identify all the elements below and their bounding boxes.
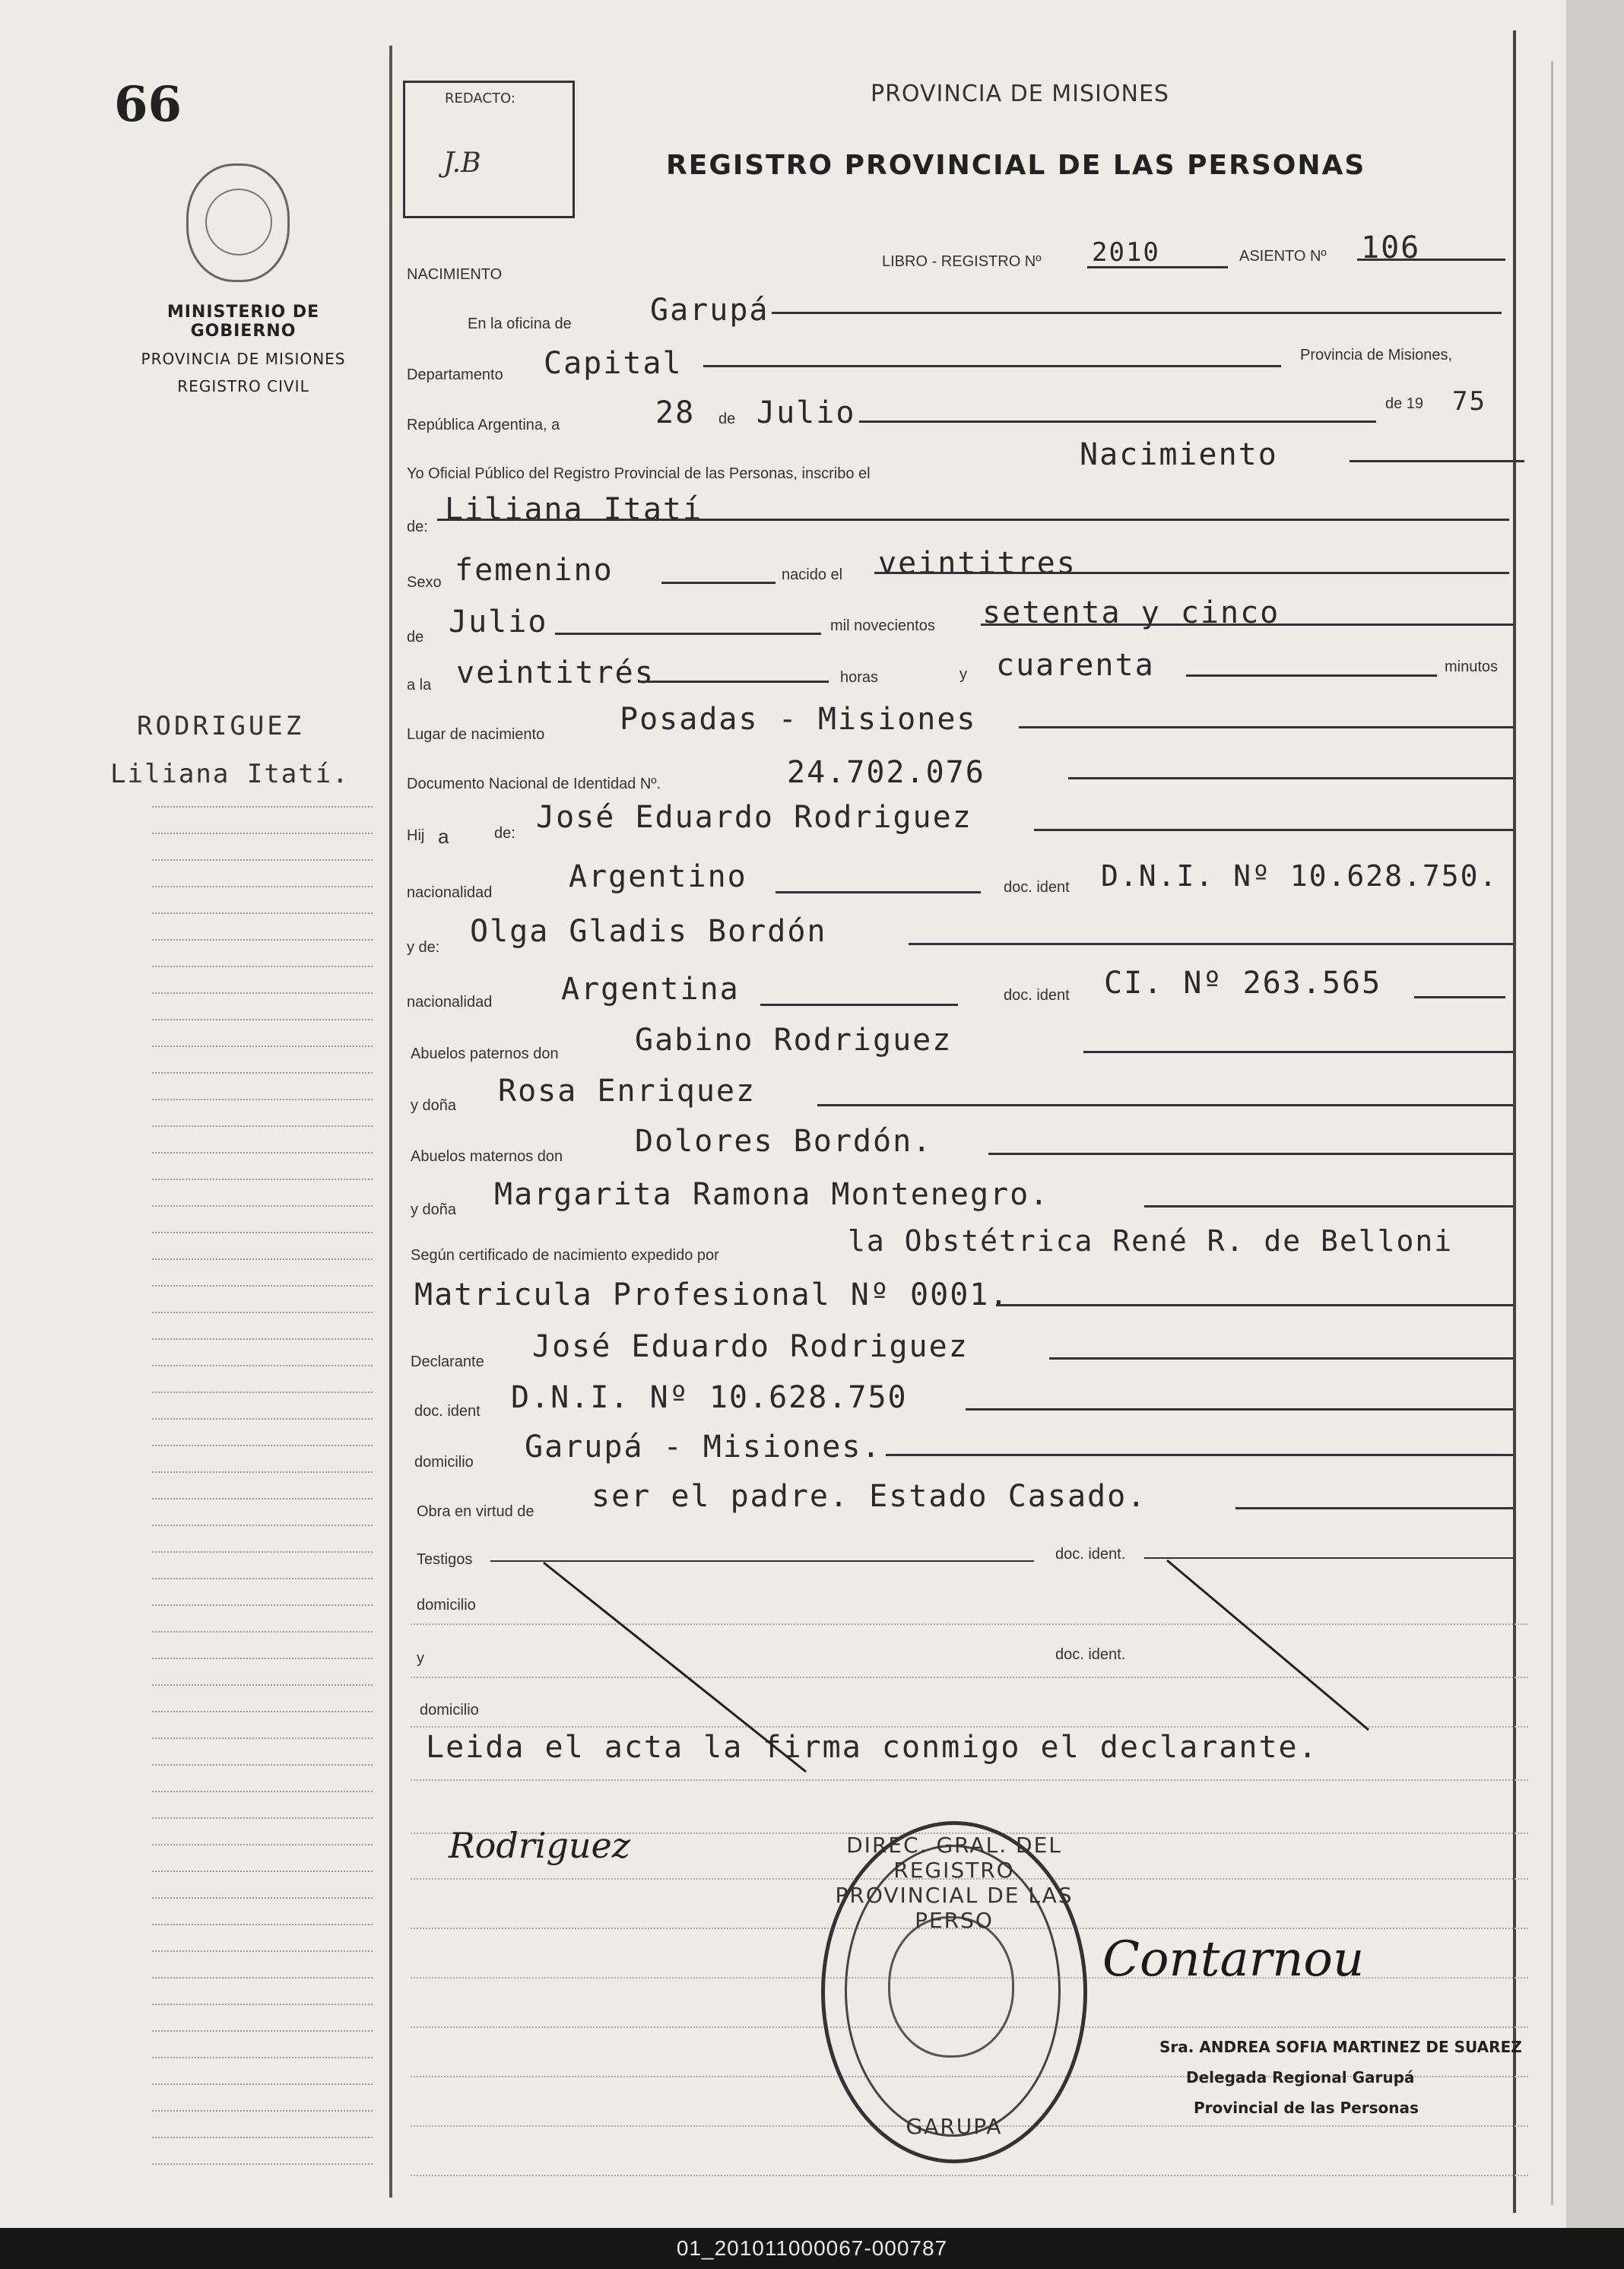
domicilio-label: domicilio — [417, 1597, 476, 1614]
abuelos-pat-label: Abuelos paternos don — [411, 1046, 559, 1062]
horas-label: horas — [840, 669, 879, 686]
abuelos-mat-label: Abuelos maternos don — [411, 1148, 563, 1165]
doc-ident-label: doc. ident — [1004, 879, 1070, 896]
domicilio-label: domicilio — [414, 1454, 474, 1471]
declarante-label: Declarante — [411, 1353, 484, 1370]
stamp-emblem-icon — [888, 1916, 1014, 2058]
nacido-label: nacido el — [782, 566, 843, 583]
minutos-label: minutos — [1445, 658, 1499, 675]
de19-label: de 19 — [1385, 395, 1424, 412]
doc-ident-label: doc. ident. — [1055, 1546, 1126, 1563]
yde-label: y de: — [407, 939, 440, 956]
sexo-label: Sexo — [407, 574, 442, 591]
de-label: de — [407, 629, 424, 646]
nacido-value: veintitres — [878, 546, 1077, 581]
padre-nac-value: Argentino — [569, 859, 747, 894]
de-label: de: — [407, 519, 428, 535]
abuela-mat-value: Margarita Ramona Montenegro. — [494, 1177, 1050, 1212]
republica-label: República Argentina, a — [407, 417, 560, 433]
official-signature: Contarnou — [1102, 1931, 1365, 1988]
registro-civil-label: REGISTRO CIVIL — [177, 377, 309, 395]
abuela-pat-value: Rosa Enriquez — [498, 1074, 756, 1109]
mil-label: mil novecientos — [830, 617, 935, 634]
madre-value: Olga Gladis Bordón — [470, 914, 827, 949]
acto-value: Nacimiento — [1080, 437, 1278, 472]
dia-value: 28 — [655, 395, 696, 430]
doc-ident-label: doc. ident. — [1055, 1646, 1126, 1663]
madre-doc-value: CI. Nº 263.565 — [1104, 966, 1382, 1001]
dni-value: 24.702.076 — [787, 755, 985, 790]
certificado-label: Según certificado de nacimiento expedido por — [411, 1247, 719, 1264]
y-label: y — [959, 666, 967, 683]
oficina-label: En la oficina de — [468, 316, 572, 332]
provincia-suffix: Provincia de Misiones, — [1300, 347, 1453, 363]
anio-nac-value: setenta y cinco — [982, 595, 1280, 630]
padre-value: José Eduardo Rodriguez — [536, 800, 972, 835]
madre-nac-value: Argentina — [561, 972, 740, 1007]
anio-value: 75 — [1452, 386, 1486, 417]
crossout-line-right — [1167, 1560, 1369, 1730]
declarante-signature: Rodriguez — [449, 1825, 631, 1866]
hijo-suffix: a — [438, 825, 449, 848]
domicilio-value: Garupá - Misiones. — [525, 1430, 882, 1465]
file-caption: 01_201011000067-000787 — [0, 2228, 1624, 2269]
leida-value: Leida el acta la firma conmigo el declarante. — [426, 1730, 1318, 1765]
obra-label: Obra en virtud de — [417, 1503, 534, 1520]
margin-surname: RODRIGUEZ — [137, 711, 305, 741]
oficina-value: Garupá — [650, 293, 769, 328]
hijo-label: Hij — [407, 827, 425, 844]
departamento-label: Departamento — [407, 367, 503, 383]
obra-value: ser el padre. Estado Casado. — [592, 1479, 1147, 1514]
lugar-label: Lugar de nacimiento — [407, 726, 545, 743]
redacto-label: REDACTO: — [445, 90, 515, 106]
de-label: de: — [494, 825, 515, 842]
nacionalidad-label: nacionalidad — [407, 994, 493, 1011]
libro-value: 2010 — [1092, 237, 1160, 268]
doc-ident-label: doc. ident — [414, 1403, 481, 1420]
sexo-value: femenino — [455, 553, 614, 588]
abuelo-mat-value: Dolores Bordón. — [635, 1124, 933, 1159]
provincia-label: PROVINCIA DE MISIONES — [141, 350, 346, 368]
testigos-label: Testigos — [417, 1551, 473, 1568]
minutos-value: cuarenta — [996, 648, 1155, 683]
padre-doc-value: D.N.I. Nº 10.628.750. — [1101, 859, 1499, 893]
hora-value: veintitrés — [456, 655, 655, 690]
dni-label: Documento Nacional de Identidad Nº. — [407, 776, 661, 792]
certificado-value: la Obstétrica René R. de Belloni — [848, 1224, 1454, 1258]
nombre-value: Liliana Itatí — [445, 492, 703, 527]
oficial-label: Yo Oficial Público del Registro Provincial de las Personas, inscribo el — [407, 465, 871, 482]
libro-label: LIBRO - REGISTRO Nº — [882, 253, 1042, 270]
crossout-line-left — [544, 1563, 806, 1772]
declarante-doc-value: D.N.I. Nº 10.628.750 — [511, 1380, 908, 1415]
mes-value: Julio — [756, 395, 856, 430]
asiento-label: ASIENTO Nº — [1239, 248, 1327, 265]
domicilio-label: domicilio — [420, 1702, 479, 1718]
ala-label: a la — [407, 677, 432, 693]
ydona-label: y doña — [411, 1201, 457, 1218]
ydona-label: y doña — [411, 1097, 457, 1114]
asiento-value: 106 — [1361, 230, 1421, 265]
official-office: Provincial de las Personas — [1194, 2099, 1419, 2117]
provincia-header: PROVINCIA DE MISIONES — [871, 81, 1169, 107]
registro-title: REGISTRO PROVINCIAL DE LAS PERSONAS — [666, 150, 1366, 181]
nacimiento-label: NACIMIENTO — [407, 266, 503, 283]
ministerio-title: MINISTERIO DE GOBIERNO — [167, 303, 320, 341]
departamento-value: Capital — [544, 346, 683, 381]
certificado-value2: Matricula Profesional Nº 0001. — [414, 1277, 1010, 1312]
abuelo-pat-value: Gabino Rodriguez — [635, 1023, 953, 1058]
doc-ident-label: doc. ident — [1004, 987, 1070, 1004]
margin-name: Liliana Itatí. — [110, 759, 350, 789]
stamp-bottom-text: GARUPA — [906, 2114, 1003, 2139]
official-title: Delegada Regional Garupá — [1186, 2068, 1415, 2087]
official-name: Sra. ANDREA SOFIA MARTINEZ DE SUAREZ — [1159, 2038, 1522, 2056]
nacionalidad-label: nacionalidad — [407, 884, 493, 901]
page-number: 66 — [114, 76, 182, 133]
redacto-signature: J.B — [443, 148, 481, 179]
declarante-value: José Eduardo Rodriguez — [532, 1329, 969, 1364]
y-label: y — [417, 1650, 424, 1667]
lugar-value: Posadas - Misiones — [620, 702, 977, 737]
stamp-text: DIREC. GRAL. DEL REGISTRO PROVINCIAL DE LAS PERSO — [835, 1833, 1074, 1933]
mes-nac-value: Julio — [449, 605, 548, 639]
de-label: de — [718, 411, 736, 427]
